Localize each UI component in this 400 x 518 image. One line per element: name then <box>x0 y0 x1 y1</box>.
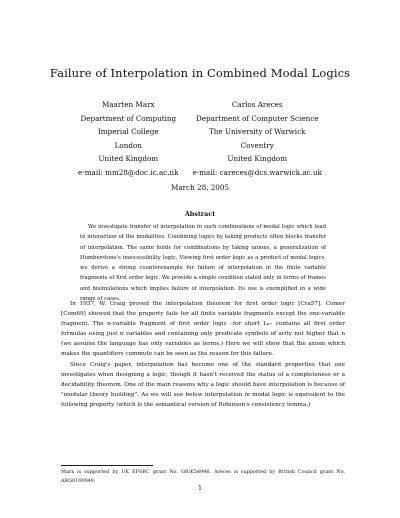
author-email: e-mail: careces@dcs.warwick.ac.uk <box>192 167 322 177</box>
author-city: London <box>114 140 142 150</box>
author-country: United Kingdom <box>98 154 159 163</box>
author-marx <box>78 98 178 179</box>
page-number: 1 <box>198 485 202 492</box>
author-email: e-mail: mm28@doc.ic.ac.uk <box>78 167 179 177</box>
author-areces <box>193 98 322 179</box>
paper-date: March 28, 2005 <box>170 183 230 192</box>
author-institution: The University of Warwick <box>208 127 306 136</box>
paper-title: Failure of Interpolation in Combined Modal Logics <box>49 66 351 80</box>
footnote: Marx is supported by UK EPSRC grant No. GR/K54946. Areces is supported by British Council grant No. ARG0100049. <box>61 469 345 484</box>
author-name: Maarten Marx <box>102 100 155 109</box>
author-name: Carlos Areces <box>231 100 283 109</box>
footnote-divider <box>61 465 153 466</box>
author-block <box>0 98 400 179</box>
body-section <box>61 299 345 410</box>
author-country: United Kingdom <box>227 154 288 163</box>
author-department: Department of Computing <box>80 113 177 123</box>
abstract-heading: Abstract <box>184 210 216 218</box>
body-paragraph-1: In 1957, W. Craig proved the interpolation theorem for first order logic [Cra57]. Comer [Com69] showed that the property fails for all finite variable fragments except the one-variable fragment. The n-variable fragment of first order logic –for short Lₙ– contains all first order formulas using just n variables and containing only predicate symbols of arity not higher that n (we assume the language has only variables as terms.) Here we will show that the axiom which makes the quantifiers commute can be seen as the reason for this failure. <box>61 301 345 358</box>
author-department: Department of Computer Science <box>195 113 319 123</box>
author-city: Coventry <box>240 140 274 150</box>
abstract-text: We investigate transfer of interpolation in such combinations of modal logic which lead to interaction of the modalities. Combining logics by taking products often blocks transfer of interpolation. The same holds for combinations by taking unions, a generalization of Humberstone's inaccessibility logic. Viewing first order logic as a product of modal logics, we derive a strong counterexample for failure of interpolation in the finite variable fragments of first order logic. We provide a simple condition stated only in terms of frames and bisimulations which implies failure of interpolation. Its use is exemplified in a wide range of cases. <box>80 224 326 303</box>
author-institution: Imperial College <box>97 127 159 136</box>
body-paragraph-2: Since Craig's paper, interpolation has become one of the standard properties that one investigates when designing a logic, though it hasn't received the status of a completeness or a decidability theorem. One of the main reasons why a logic should have interpolation is because of "modular theory building". As we will see below interpolation in modal logic is equivalent to the following property (which is the semantical version of Robinson's consistency lemma.) <box>61 361 345 408</box>
